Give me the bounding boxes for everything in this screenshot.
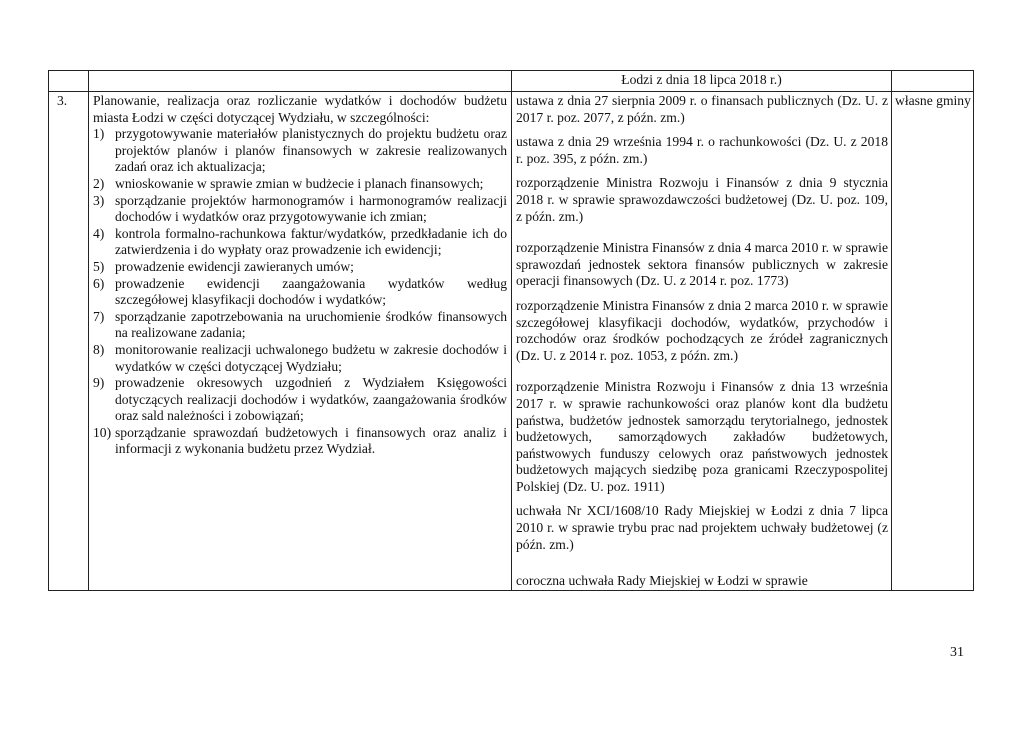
legal-basis-item: ustawa z dnia 29 września 1994 r. o rachunkowości (Dz. U. z 2018 r. poz. 395, z późn. zm.) [516, 134, 888, 166]
legal-basis-item: uchwała Nr XCI/1608/10 Rady Miejskiej w Łodzi z dnia 7 lipca 2010 r. w sprawie trybu prac nad projektem uchwały budżetowej (z późn. zm.) [516, 503, 888, 552]
legal-basis-item: rozporządzenie Ministra Rozwoju i Finansów z dnia 9 stycznia 2018 r. w sprawie sprawozdawczości budżetowej (Dz. U. poz. 109, z późn. zm.) [516, 175, 888, 224]
list-item: 6) prowadzenie ewidencji zaangażowania wydatków według szczegółowej klasyfikacji dochodów i wydatków; [93, 275, 507, 308]
list-item: 5) prowadzenie ewidencji zawieranych umów; [93, 258, 354, 274]
legal-basis-item: ustawa z dnia 27 sierpnia 2009 r. o finansach publicznych (Dz. U. z 2017 r. poz. 2077, z późn. zm.) [516, 93, 888, 125]
continued-legal-basis: Łodzi z dnia 18 lipca 2018 r.) [512, 71, 892, 92]
tasks-table [48, 70, 974, 591]
empty-cell [892, 71, 974, 92]
list-item: 3) sporządzanie projektów harmonogramów i harmonogramów realizacji dochodów i wydatków oraz przygotowywanie ich zmian; [93, 192, 507, 225]
legal-basis-item: rozporządzenie Ministra Rozwoju i Finansów z dnia 13 września 2017 r. w sprawie rachunkowości oraz planów kont dla budżetu państwa, budżetów jednostek samorządu terytorialnego, jednostek budżetowych, samorządowych zakładów budżetowych, państwowych funduszy celowych oraz państwowych jednostek budżetowych mających siedzibę poza granicami Rzeczypospolitej Polskiej (Dz. U. poz. 1911) [516, 379, 888, 494]
legal-basis-item: coroczna uchwała Rady Miejskiej w Łodzi w sprawie [516, 573, 808, 589]
task-type-cell: własne gminy [892, 92, 974, 591]
legal-basis-cell [512, 92, 892, 591]
list-item: 10) sporządzanie sprawozdań budżetowych i finansowych oraz analiz i informacji z wykonania budżetu przez Wydział. [93, 424, 507, 457]
list-item: 2) wnioskowanie w sprawie zmian w budżecie i planach finansowych; [93, 175, 484, 191]
list-item: 7) sporządzanie zapotrzebowania na uruchomienie środków finansowych na realizowane zadania; [93, 308, 507, 341]
table-row [49, 92, 974, 591]
row-number: 3. [49, 92, 89, 591]
task-description-cell [89, 92, 512, 591]
list-item: 1) przygotowywanie materiałów planistycznych do projektu budżetu oraz projektów planów i planów finansowych w zakresie realizowanych zadań oraz ich aktualizacja; [93, 126, 507, 175]
empty-cell [49, 71, 89, 92]
list-item: 4) kontrola formalno-rachunkowa faktur/wydatków, przedkładanie ich do zatwierdzenia i do wypłaty oraz prowadzenie ich ewidencji; [93, 225, 507, 258]
task-intro: Planowanie, realizacja oraz rozliczanie wydatków i dochodów budżetu miasta Łodzi w części dotyczącej Wydziału, w szczególności: [93, 93, 507, 125]
legal-basis-item: rozporządzenie Ministra Finansów z dnia 2 marca 2010 r. w sprawie szczegółowej klasyfikacji dochodów, wydatków, przychodów i rozchodów oraz środków pochodzących ze źródeł zagranicznych (Dz. U. z 2014 r. poz. 1053, z późn. zm.) [516, 297, 888, 363]
legal-basis-item: rozporządzenie Ministra Finansów z dnia 4 marca 2010 r. w sprawie sprawozdań jednostek sektora finansów publicznych w zakresie operacji finansowych (Dz. U. z 2014 r. poz. 1773) [516, 240, 888, 289]
page-number: 31 [950, 645, 964, 660]
task-list [93, 126, 507, 458]
list-item: 8) monitorowanie realizacji uchwalonego budżetu w zakresie dochodów i wydatków w części dotyczącej Wydziału; [93, 341, 507, 374]
list-item: 9) prowadzenie okresowych uzgodnień z Wydziałem Księgowości dotyczących realizacji dochodów i wydatków, zaangażowania środków oraz sald należności i zobowiązań; [93, 375, 507, 424]
continued-row [49, 71, 974, 92]
empty-cell [89, 71, 512, 92]
